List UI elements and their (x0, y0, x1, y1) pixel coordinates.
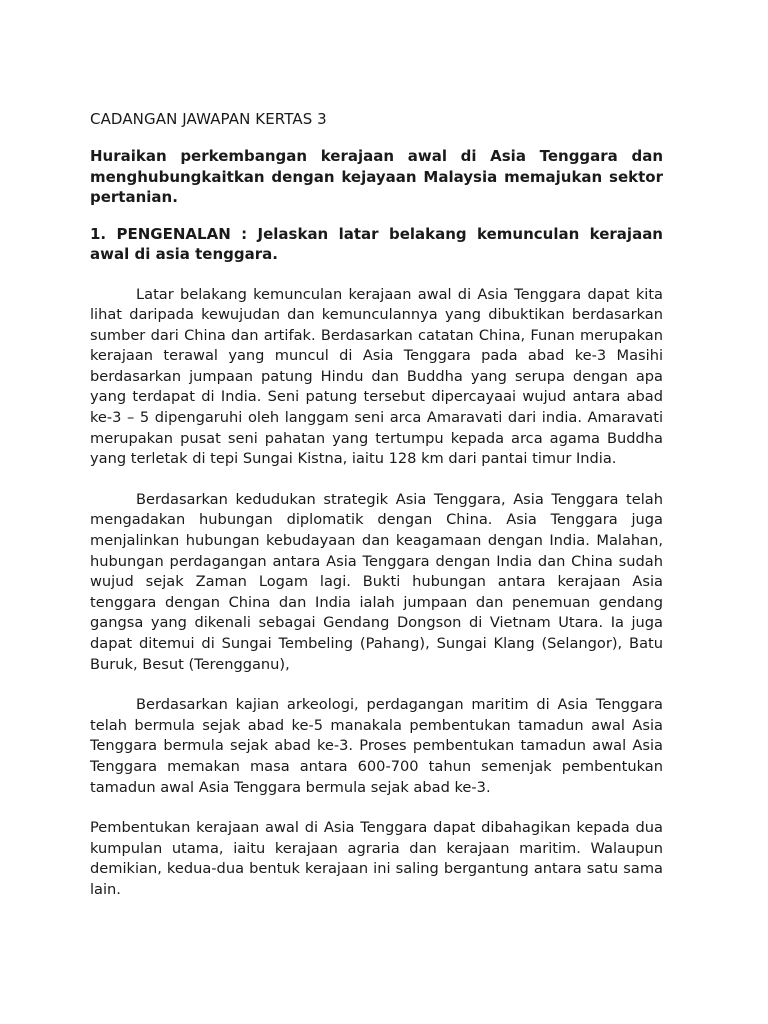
paragraph-archaeology: Berdasarkan kajian arkeologi, perdagangan maritim di Asia Tenggara telah bermula sejak abad ke-5 manakala pembentukan tamadun awal Asia Tenggara bermula sejak abad ke-3. Proses pembentukan tamadun awal Asia Tenggara memakan masa antara 600-700 tahun semenjak pembentukan tamadun awal Asia Tenggara bermula sejak abad ke-3. (90, 696, 663, 796)
document-page (90, 108, 663, 921)
document-title: CADANGAN JAWAPAN KERTAS 3 (90, 110, 327, 128)
essay-question: Huraikan perkembangan kerajaan awal di Asia Tenggara dan menghubungkaitkan dengan kejayaan Malaysia memajukan sektor pertanian. (90, 147, 663, 206)
paragraph-background: Latar belakang kemunculan kerajaan awal di Asia Tenggara dapat kita lihat daripada kewujudan dan kemunculannya yang dibuktikan berdasarkan sumber dari China dan artifak. Berdasarkan catatan China, Funan merupakan kerajaan terawal yang muncul di Asia Tenggara pada abad ke-3 Masihi berdasarkan jumpaan patung Hindu dan Buddha yang serupa dengan apa yang terdapat di India. Seni patung tersebut dipercayaai wujud antara abad ke-3 – 5 dipengaruhi oleh langgam seni arca Amaravati dari india. Amaravati merupakan pusat seni pahatan yang tertumpu kepada arca agama Buddha yang terletak di tepi Sungai Kistna, iaitu 128 km dari pantai timur India. (90, 285, 663, 468)
paragraph-strategic-position: Berdasarkan kedudukan strategik Asia Tenggara, Asia Tenggara telah mengadakan hubungan diplomatik dengan China. Asia Tenggara juga menjalinkan hubungan kebudayaan dan keagamaan dengan India. Malahan, hubungan perdagangan antara Asia Tenggara dengan India dan China sudah wujud sejak Zaman Logam lagi. Bukti hubungan antara kerajaan Asia tenggara dengan China dan India ialah jumpaan dan penemuan gendang gangsa yang dikenali sebagai Gendang Dongson di Vietnam Utara. Ia juga dapat ditemui di Sungai Tembeling (Pahang), Sungai Klang (Selangor), Batu Buruk, Besut (Terengganu), (90, 490, 663, 673)
section-heading-introduction: 1. PENGENALAN : Jelaskan latar belakang kemunculan kerajaan awal di asia tenggara. (90, 224, 663, 263)
paragraph-kingdom-types: Pembentukan kerajaan awal di Asia Tenggara dapat dibahagikan kepada dua kumpulan utama, iaitu kerajaan agraria dan kerajaan maritim. Walaupun demikian, kedua-dua bentuk kerajaan ini saling bergantung antara satu sama lain. (90, 819, 663, 898)
